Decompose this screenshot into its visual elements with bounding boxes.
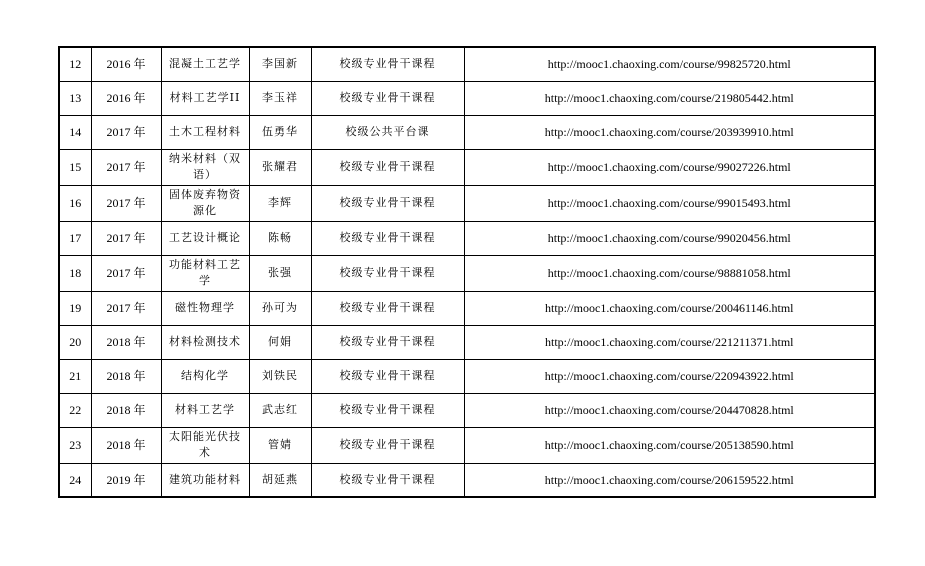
row-number: 20 xyxy=(59,325,91,359)
row-number: 15 xyxy=(59,149,91,185)
row-course-link[interactable]: http://mooc1.chaoxing.com/course/221211371.html xyxy=(464,325,875,359)
table-row xyxy=(59,325,875,359)
row-number: 13 xyxy=(59,81,91,115)
row-course-link[interactable]: http://mooc1.chaoxing.com/course/99015493.html xyxy=(464,185,875,221)
row-year: 2016 年 xyxy=(91,47,161,81)
table-row xyxy=(59,115,875,149)
row-year: 2018 年 xyxy=(91,359,161,393)
row-teacher: 伍勇华 xyxy=(249,115,311,149)
row-year: 2018 年 xyxy=(91,325,161,359)
table-row xyxy=(59,463,875,497)
row-teacher: 李玉祥 xyxy=(249,81,311,115)
row-course-link[interactable]: http://mooc1.chaoxing.com/course/98881058.html xyxy=(464,255,875,291)
table-row xyxy=(59,185,875,221)
row-teacher: 何娟 xyxy=(249,325,311,359)
row-course-link[interactable]: http://mooc1.chaoxing.com/course/220943922.html xyxy=(464,359,875,393)
row-course-name: 材料工艺学 xyxy=(161,393,249,427)
row-course-type: 校级专业骨干课程 xyxy=(311,325,464,359)
row-number: 14 xyxy=(59,115,91,149)
row-course-type: 校级专业骨干课程 xyxy=(311,47,464,81)
row-year: 2017 年 xyxy=(91,221,161,255)
row-course-name: 太阳能光伏技术 xyxy=(161,427,249,463)
row-number: 18 xyxy=(59,255,91,291)
row-course-name: 功能材料工艺学 xyxy=(161,255,249,291)
row-course-type: 校级专业骨干课程 xyxy=(311,463,464,497)
row-course-name: 土木工程材料 xyxy=(161,115,249,149)
row-teacher: 武志红 xyxy=(249,393,311,427)
row-course-type: 校级专业骨干课程 xyxy=(311,185,464,221)
row-year: 2017 年 xyxy=(91,291,161,325)
row-course-name: 建筑功能材料 xyxy=(161,463,249,497)
table-row xyxy=(59,221,875,255)
row-number: 19 xyxy=(59,291,91,325)
table-row xyxy=(59,359,875,393)
row-course-link[interactable]: http://mooc1.chaoxing.com/course/203939910.html xyxy=(464,115,875,149)
row-number: 24 xyxy=(59,463,91,497)
row-course-name: 结构化学 xyxy=(161,359,249,393)
row-year: 2017 年 xyxy=(91,185,161,221)
row-course-type: 校级公共平台课 xyxy=(311,115,464,149)
row-course-name: 混凝土工艺学 xyxy=(161,47,249,81)
row-teacher: 孙可为 xyxy=(249,291,311,325)
row-course-link[interactable]: http://mooc1.chaoxing.com/course/99825720.html xyxy=(464,47,875,81)
row-year: 2017 年 xyxy=(91,255,161,291)
row-course-link[interactable]: http://mooc1.chaoxing.com/course/99027226.html xyxy=(464,149,875,185)
table-row xyxy=(59,255,875,291)
row-teacher: 张耀君 xyxy=(249,149,311,185)
table-row xyxy=(59,47,875,81)
table-row xyxy=(59,81,875,115)
row-number: 12 xyxy=(59,47,91,81)
row-teacher: 胡延燕 xyxy=(249,463,311,497)
row-course-type: 校级专业骨干课程 xyxy=(311,149,464,185)
table-row xyxy=(59,149,875,185)
row-course-name: 工艺设计概论 xyxy=(161,221,249,255)
row-course-type: 校级专业骨干课程 xyxy=(311,393,464,427)
row-teacher: 陈畅 xyxy=(249,221,311,255)
row-course-link[interactable]: http://mooc1.chaoxing.com/course/205138590.html xyxy=(464,427,875,463)
row-course-name: 材料工艺学II xyxy=(161,81,249,115)
row-year: 2019 年 xyxy=(91,463,161,497)
row-course-link[interactable]: http://mooc1.chaoxing.com/course/206159522.html xyxy=(464,463,875,497)
row-course-type: 校级专业骨干课程 xyxy=(311,255,464,291)
row-course-name: 纳米材料（双语） xyxy=(161,149,249,185)
row-year: 2018 年 xyxy=(91,393,161,427)
row-teacher: 李辉 xyxy=(249,185,311,221)
course-table xyxy=(58,46,876,498)
row-year: 2017 年 xyxy=(91,149,161,185)
row-number: 17 xyxy=(59,221,91,255)
row-course-link[interactable]: http://mooc1.chaoxing.com/course/219805442.html xyxy=(464,81,875,115)
row-course-link[interactable]: http://mooc1.chaoxing.com/course/200461146.html xyxy=(464,291,875,325)
row-teacher: 管婧 xyxy=(249,427,311,463)
row-course-link[interactable]: http://mooc1.chaoxing.com/course/204470828.html xyxy=(464,393,875,427)
row-course-type: 校级专业骨干课程 xyxy=(311,81,464,115)
row-number: 23 xyxy=(59,427,91,463)
row-course-name: 磁性物理学 xyxy=(161,291,249,325)
row-teacher: 李国新 xyxy=(249,47,311,81)
row-course-link[interactable]: http://mooc1.chaoxing.com/course/99020456.html xyxy=(464,221,875,255)
row-course-name: 固体废弃物资源化 xyxy=(161,185,249,221)
table-row xyxy=(59,291,875,325)
row-year: 2016 年 xyxy=(91,81,161,115)
row-teacher: 张强 xyxy=(249,255,311,291)
row-number: 16 xyxy=(59,185,91,221)
row-number: 21 xyxy=(59,359,91,393)
table-row xyxy=(59,393,875,427)
row-course-type: 校级专业骨干课程 xyxy=(311,291,464,325)
row-year: 2018 年 xyxy=(91,427,161,463)
table-row xyxy=(59,427,875,463)
row-teacher: 刘铁民 xyxy=(249,359,311,393)
row-course-name: 材料检测技术 xyxy=(161,325,249,359)
row-year: 2017 年 xyxy=(91,115,161,149)
row-course-type: 校级专业骨干课程 xyxy=(311,427,464,463)
row-course-type: 校级专业骨干课程 xyxy=(311,221,464,255)
row-course-type: 校级专业骨干课程 xyxy=(311,359,464,393)
row-number: 22 xyxy=(59,393,91,427)
